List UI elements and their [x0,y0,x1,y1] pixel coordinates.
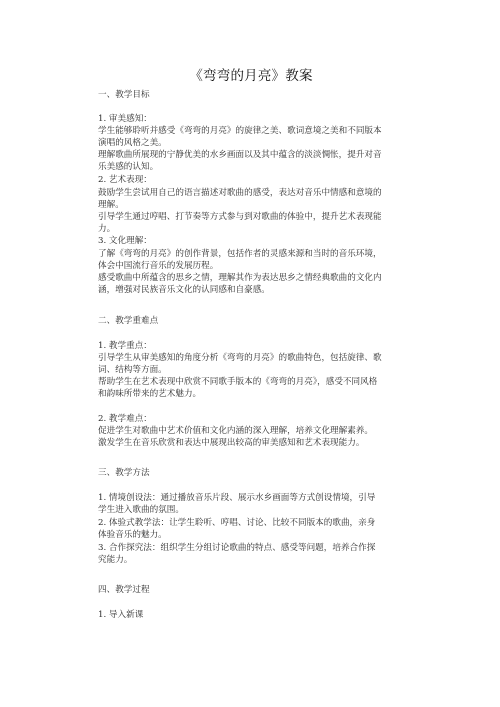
paragraph-line: 体会中国流行音乐的发展历程。 [98,261,219,271]
paragraph-line: 学生进入歌曲的氛围。 [98,505,184,515]
paragraph-line: 演唱的风格之美。 [98,138,167,148]
subheading-artistic-expression: 2. 艺术表现： [98,175,152,185]
paragraph-line: 究能力。 [98,555,133,565]
paragraph-line: 涵，增强对民族音乐文化的认同感和自豪感。 [98,285,270,295]
paragraph-line: 引导学生从审美感知的角度分析《弯弯的月亮》的歌曲特色，包括旋律、歌 [98,353,382,363]
paragraph-line: 感受歌曲中所蕴含的思乡之情，理解其作为表达思乡之情经典歌曲的文化内 [98,273,382,283]
paragraph-line: 促进学生对歌曲中艺术价值和文化内涵的深入理解，培养文化理解素养。 [98,426,374,436]
subheading-teaching-focus: 1. 教学重点： [98,341,152,351]
subheading-introduction: 1. 导入新课 [98,610,144,620]
section-heading-process: 四、教学过程 [98,585,150,595]
paragraph-line: 鼓励学生尝试用自己的语言描述对歌曲的感受，表达对音乐中情感和意境的 [98,188,382,198]
paragraph-line: 体验音乐的魅力。 [98,530,167,540]
paragraph-line: 激发学生在音乐欣赏和表达中展现出较高的审美感知和艺术表现能力。 [98,438,365,448]
section-heading-objectives: 一、教学目标 [98,90,150,100]
paragraph-line: 了解《弯弯的月亮》的创作背景，包括作者的灵感来源和当时的音乐环境， [98,249,382,259]
paragraph-line: 帮助学生在艺术表现中欣赏不同歌手版本的《弯弯的月亮》，感受不同风格 [98,377,378,387]
section-heading-key-points: 二、教学重难点 [98,316,159,326]
subheading-teaching-difficulty: 2. 教学难点： [98,414,152,424]
subheading-cultural-understanding: 3. 文化理解： [98,236,152,246]
document-title: 《弯弯的月亮》教案 [189,68,313,84]
paragraph-line: 3. 合作探究法：组织学生分组讨论歌曲的特点、感受等问题，培养合作探 [98,543,376,553]
paragraph-line: 理解。 [98,200,124,210]
paragraph-line: 词、结构等方面。 [98,365,167,375]
section-heading-methods: 三、教学方法 [98,468,150,478]
paragraph-line: 乐美感的认知。 [98,162,159,172]
paragraph-line: 和韵味所带来的艺术魅力。 [98,389,202,399]
paragraph-line: 理解歌曲所展现的宁静优美的水乡画面以及其中蕴含的淡淡惆怅，提升对音 [98,150,382,160]
paragraph-line: 2. 体验式教学法：让学生聆听、哼唱、讨论、比较不同版本的歌曲，亲身 [98,518,376,528]
subheading-aesthetic-perception: 1. 审美感知： [98,114,152,124]
paragraph-line: 1. 情境创设法：通过播放音乐片段、展示水乡画面等方式创设情境，引导 [98,493,376,503]
paragraph-line: 力。 [98,224,116,234]
paragraph-line: 学生能够聆听并感受《弯弯的月亮》的旋律之美、歌词意境之美和不同版本 [98,126,382,136]
paragraph-line: 引导学生通过哼唱、打节奏等方式参与到对歌曲的体验中，提升艺术表现能 [98,212,382,222]
